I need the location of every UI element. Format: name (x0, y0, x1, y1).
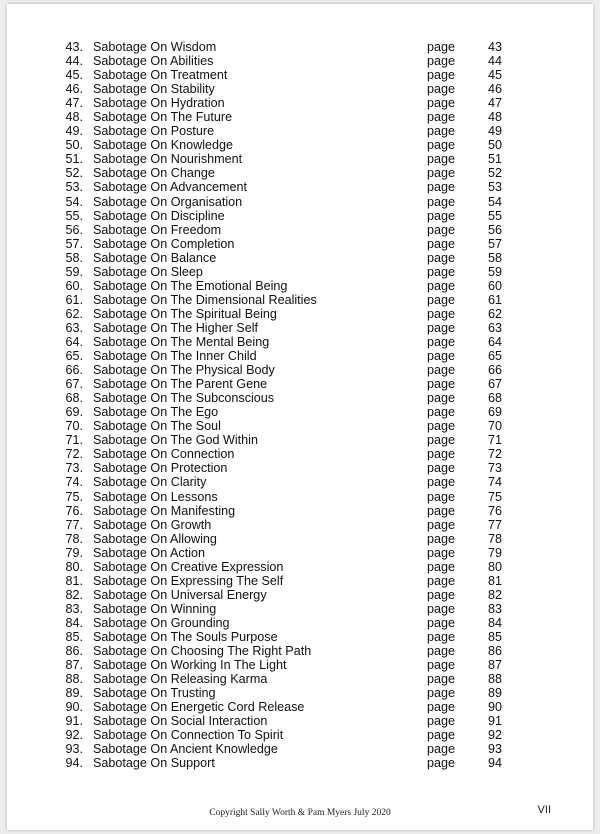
toc-entry-number: 66. (65, 363, 83, 378)
toc-entry-number: 57. (65, 236, 83, 251)
toc-entry-page-number: 92 (487, 728, 502, 743)
toc-entry-page-label: page (427, 54, 456, 69)
toc-entry-number: 45. (65, 68, 83, 83)
toc-entry-page-number: 71 (487, 433, 502, 448)
toc-entry-number: 50. (65, 138, 83, 153)
toc-entry-number: 92. (65, 728, 83, 743)
table-of-contents (7, 40, 593, 770)
toc-entry-page-number: 64 (487, 334, 502, 349)
toc-entry-title: Sabotage On Expressing The Self (93, 573, 284, 588)
toc-entry-page-number: 89 (487, 686, 502, 701)
toc-entry-number: 63. (65, 320, 83, 335)
toc-entry-title: Sabotage On Posture (93, 124, 215, 139)
toc-entry-title: Sabotage On Creative Expression (93, 559, 284, 574)
toc-entry (7, 124, 593, 138)
toc-entry-page-number: 46 (487, 82, 502, 97)
toc-entry-title: Sabotage On Abilities (93, 54, 214, 69)
toc-entry-page-number: 45 (487, 68, 502, 83)
toc-entry-page-label: page (427, 40, 456, 54)
toc-entry-page-number: 59 (487, 264, 502, 279)
toc-entry (7, 560, 593, 574)
toc-entry-number: 48. (65, 110, 83, 125)
toc-entry-page-number: 72 (487, 447, 502, 462)
toc-entry-page-label: page (427, 180, 456, 195)
toc-entry-title: Sabotage On Change (93, 166, 215, 181)
toc-entry-number: 54. (65, 194, 83, 209)
toc-entry-page-label: page (427, 82, 456, 97)
toc-entry (7, 96, 593, 110)
toc-entry-title: Sabotage On Grounding (93, 615, 230, 630)
toc-entry-title: Sabotage On Allowing (93, 531, 217, 546)
toc-entry-number: 43. (65, 40, 83, 54)
toc-entry (7, 335, 593, 349)
toc-entry-page-number: 82 (487, 587, 502, 602)
toc-entry-page-number: 54 (487, 194, 502, 209)
toc-entry-title: Sabotage On Freedom (93, 222, 222, 237)
toc-entry-page-number: 80 (487, 559, 502, 574)
toc-entry (7, 391, 593, 405)
toc-entry-page-label: page (427, 517, 456, 532)
toc-entry-title: Sabotage On Support (93, 756, 215, 771)
toc-entry-page-label: page (427, 208, 456, 223)
toc-entry-number: 84. (65, 615, 83, 630)
toc-entry-page-number: 58 (487, 250, 502, 265)
toc-entry-title: Sabotage On Completion (93, 236, 235, 251)
toc-entry (7, 433, 593, 447)
toc-entry-page-number: 84 (487, 615, 502, 630)
toc-entry (7, 138, 593, 152)
toc-entry-page-label: page (427, 124, 456, 139)
toc-entry-page-label: page (427, 714, 456, 729)
toc-entry-number: 77. (65, 517, 83, 532)
toc-entry-page-label: page (427, 615, 456, 630)
toc-entry-number: 75. (65, 489, 83, 504)
toc-entry-title: Sabotage On Knowledge (93, 138, 234, 153)
toc-entry (7, 251, 593, 265)
toc-entry-number: 74. (65, 475, 83, 490)
toc-entry-title: Sabotage On Connection (93, 447, 235, 462)
toc-entry-page-label: page (427, 222, 456, 237)
toc-entry-page-label: page (427, 559, 456, 574)
toc-entry-page-number: 66 (487, 363, 502, 378)
toc-entry-page-label: page (427, 138, 456, 153)
toc-entry-page-label: page (427, 363, 456, 378)
toc-entry (7, 68, 593, 82)
toc-entry-page-label: page (427, 728, 456, 743)
toc-entry-title: Sabotage On Action (93, 545, 206, 560)
toc-entry-page-number: 85 (487, 629, 502, 644)
toc-entry-page-number: 67 (487, 377, 502, 392)
toc-entry-title: Sabotage On Hydration (93, 96, 225, 111)
toc-entry-title: Sabotage On The Physical Body (93, 363, 275, 378)
toc-entry-number: 69. (65, 405, 83, 420)
toc-entry-title: Sabotage On Choosing The Right Path (93, 644, 312, 659)
toc-entry-page-number: 49 (487, 124, 502, 139)
toc-entry-number: 85. (65, 629, 83, 644)
toc-entry-page-label: page (427, 587, 456, 602)
toc-entry-number: 58. (65, 250, 83, 265)
toc-entry-number: 83. (65, 601, 83, 616)
toc-entry-title: Sabotage On Winning (93, 601, 217, 616)
toc-entry-title: Sabotage On Stability (93, 82, 215, 97)
toc-entry-page-label: page (427, 475, 456, 490)
toc-entry-page-number: 43 (487, 40, 502, 54)
toc-entry (7, 546, 593, 560)
toc-entry-page-number: 73 (487, 461, 502, 476)
toc-entry-page-number: 68 (487, 391, 502, 406)
toc-entry (7, 461, 593, 475)
toc-entry-number: 65. (65, 349, 83, 364)
toc-entry-page-label: page (427, 236, 456, 251)
toc-entry-page-label: page (427, 194, 456, 209)
page-number-roman: VII (537, 804, 551, 816)
toc-entry-title: Sabotage On Balance (93, 250, 217, 265)
toc-entry-number: 80. (65, 559, 83, 574)
toc-entry (7, 209, 593, 223)
toc-entry (7, 110, 593, 124)
toc-entry (7, 195, 593, 209)
toc-entry-title: Sabotage On Discipline (93, 208, 225, 223)
toc-entry-page-number: 69 (487, 405, 502, 420)
toc-entry-title: Sabotage On Nourishment (93, 152, 243, 167)
toc-entry-title: Sabotage On Wisdom (93, 40, 217, 54)
toc-entry-number: 67. (65, 377, 83, 392)
toc-entry (7, 742, 593, 756)
toc-entry (7, 152, 593, 166)
toc-entry-page-label: page (427, 658, 456, 673)
toc-entry-page-number: 57 (487, 236, 502, 251)
toc-entry-title: Sabotage On The Parent Gene (93, 377, 268, 392)
toc-entry-title: Sabotage On Universal Energy (93, 587, 267, 602)
toc-entry-page-number: 63 (487, 320, 502, 335)
toc-entry-title: Sabotage On Ancient Knowledge (93, 742, 278, 757)
toc-entry (7, 321, 593, 335)
toc-entry-page-label: page (427, 306, 456, 321)
toc-entry-page-number: 44 (487, 54, 502, 69)
toc-entry-page-label: page (427, 68, 456, 83)
toc-entry-title: Sabotage On Social Interaction (93, 714, 268, 729)
toc-entry (7, 475, 593, 489)
toc-entry-title: Sabotage On Lessons (93, 489, 218, 504)
toc-entry-number: 49. (65, 124, 83, 139)
toc-entry-page-label: page (427, 419, 456, 434)
toc-entry-number: 56. (65, 222, 83, 237)
toc-entry-page-number: 88 (487, 672, 502, 687)
toc-entry-number: 71. (65, 433, 83, 448)
toc-entry-page-label: page (427, 573, 456, 588)
toc-entry-title: Sabotage On Releasing Karma (93, 672, 268, 687)
toc-entry (7, 686, 593, 700)
toc-entry (7, 630, 593, 644)
toc-entry-page-number: 70 (487, 419, 502, 434)
toc-entry-page-number: 91 (487, 714, 502, 729)
toc-entry (7, 447, 593, 461)
toc-entry (7, 293, 593, 307)
toc-entry (7, 405, 593, 419)
toc-entry-number: 62. (65, 306, 83, 321)
toc-entry-number: 51. (65, 152, 83, 167)
toc-entry (7, 223, 593, 237)
toc-entry-page-label: page (427, 166, 456, 181)
toc-entry-title: Sabotage On The Dimensional Realities (93, 292, 317, 307)
toc-entry (7, 180, 593, 194)
toc-entry-page-label: page (427, 503, 456, 518)
toc-entry-title: Sabotage On The Subconscious (93, 391, 275, 406)
toc-entry-number: 61. (65, 292, 83, 307)
toc-entry (7, 40, 593, 54)
toc-entry-number: 90. (65, 700, 83, 715)
toc-entry-number: 55. (65, 208, 83, 223)
toc-entry-number: 76. (65, 503, 83, 518)
toc-entry-page-number: 87 (487, 658, 502, 673)
toc-entry-page-number: 74 (487, 475, 502, 490)
toc-entry-title: Sabotage On Connection To Spirit (93, 728, 284, 743)
toc-entry-number: 87. (65, 658, 83, 673)
toc-entry-number: 93. (65, 742, 83, 757)
toc-entry (7, 616, 593, 630)
toc-entry-number: 89. (65, 686, 83, 701)
toc-entry (7, 574, 593, 588)
toc-entry-page-number: 50 (487, 138, 502, 153)
toc-entry (7, 349, 593, 363)
toc-entry-page-number: 78 (487, 531, 502, 546)
toc-entry-page-number: 77 (487, 517, 502, 532)
toc-entry-page-number: 47 (487, 96, 502, 111)
toc-entry (7, 419, 593, 433)
toc-entry-page-label: page (427, 742, 456, 757)
toc-entry (7, 602, 593, 616)
toc-entry-page-number: 48 (487, 110, 502, 125)
toc-entry-number: 70. (65, 419, 83, 434)
toc-entry-number: 86. (65, 644, 83, 659)
toc-entry-page-label: page (427, 264, 456, 279)
toc-entry-page-label: page (427, 531, 456, 546)
toc-entry-page-number: 83 (487, 601, 502, 616)
toc-entry (7, 728, 593, 742)
toc-entry-page-label: page (427, 278, 456, 293)
toc-entry-number: 91. (65, 714, 83, 729)
toc-entry (7, 756, 593, 770)
toc-entry-page-label: page (427, 320, 456, 335)
toc-entry-page-label: page (427, 250, 456, 265)
toc-entry-page-number: 52 (487, 166, 502, 181)
toc-entry-page-label: page (427, 334, 456, 349)
toc-entry (7, 82, 593, 96)
toc-entry-page-number: 55 (487, 208, 502, 223)
toc-entry (7, 166, 593, 180)
toc-entry (7, 672, 593, 686)
toc-entry-title: Sabotage On Trusting (93, 686, 216, 701)
toc-entry (7, 377, 593, 391)
toc-entry-title: Sabotage On The Souls Purpose (93, 629, 278, 644)
toc-entry-title: Sabotage On The God Within (93, 433, 258, 448)
toc-entry-page-label: page (427, 292, 456, 307)
toc-entry-page-label: page (427, 152, 456, 167)
toc-entry-title: Sabotage On Sleep (93, 264, 203, 279)
toc-entry (7, 700, 593, 714)
toc-entry-title: Sabotage On The Spiritual Being (93, 306, 277, 321)
toc-entry (7, 588, 593, 602)
toc-entry-page-number: 62 (487, 306, 502, 321)
toc-entry-title: Sabotage On The Ego (93, 405, 219, 420)
toc-entry-title: Sabotage On Growth (93, 517, 212, 532)
toc-entry-title: Sabotage On Protection (93, 461, 228, 476)
toc-entry-title: Sabotage On Treatment (93, 68, 228, 83)
toc-entry (7, 504, 593, 518)
toc-entry (7, 518, 593, 532)
toc-entry-page-number: 65 (487, 349, 502, 364)
toc-entry-page-label: page (427, 545, 456, 560)
toc-entry-page-number: 76 (487, 503, 502, 518)
toc-entry-page-label: page (427, 447, 456, 462)
toc-entry-title: Sabotage On The Emotional Being (93, 278, 288, 293)
toc-entry-page-number: 93 (487, 742, 502, 757)
toc-entry-number: 44. (65, 54, 83, 69)
toc-entry (7, 714, 593, 728)
toc-entry-page-number: 81 (487, 573, 502, 588)
toc-entry-title: Sabotage On Energetic Cord Release (93, 700, 305, 715)
toc-entry (7, 658, 593, 672)
toc-entry-number: 46. (65, 82, 83, 97)
toc-entry-page-number: 56 (487, 222, 502, 237)
toc-entry-page-label: page (427, 349, 456, 364)
toc-entry-number: 68. (65, 391, 83, 406)
copyright-footer: Copyright Sally Worth & Pam Myers July 2020 (209, 808, 391, 818)
toc-entry-number: 60. (65, 278, 83, 293)
toc-entry-title: Sabotage On The Inner Child (93, 349, 257, 364)
toc-entry-title: Sabotage On The Mental Being (93, 334, 270, 349)
toc-entry-number: 81. (65, 573, 83, 588)
toc-entry-page-label: page (427, 756, 456, 771)
toc-entry (7, 279, 593, 293)
toc-entry-page-number: 75 (487, 489, 502, 504)
toc-entry-number: 94. (65, 756, 83, 771)
toc-entry-page-label: page (427, 601, 456, 616)
toc-entry (7, 54, 593, 68)
toc-entry-page-label: page (427, 391, 456, 406)
toc-entry-number: 82. (65, 587, 83, 602)
toc-entry (7, 490, 593, 504)
toc-entry (7, 363, 593, 377)
toc-entry-page-number: 60 (487, 278, 502, 293)
toc-entry (7, 307, 593, 321)
toc-entry-page-label: page (427, 700, 456, 715)
toc-entry-page-number: 79 (487, 545, 502, 560)
toc-entry-title: Sabotage On Advancement (93, 180, 248, 195)
toc-entry-number: 79. (65, 545, 83, 560)
toc-entry (7, 644, 593, 658)
toc-entry-page-label: page (427, 96, 456, 111)
toc-entry-number: 88. (65, 672, 83, 687)
toc-entry-page-label: page (427, 377, 456, 392)
toc-entry-number: 59. (65, 264, 83, 279)
toc-entry-page-label: page (427, 672, 456, 687)
toc-entry-number: 73. (65, 461, 83, 476)
toc-entry-title: Sabotage On Organisation (93, 194, 243, 209)
toc-entry-title: Sabotage On The Future (93, 110, 233, 125)
toc-entry-page-number: 90 (487, 700, 502, 715)
toc-entry-page-label: page (427, 433, 456, 448)
document-page (7, 4, 593, 830)
toc-entry-number: 53. (65, 180, 83, 195)
toc-entry-page-label: page (427, 405, 456, 420)
toc-entry-page-label: page (427, 686, 456, 701)
toc-entry-page-label: page (427, 629, 456, 644)
toc-entry-page-label: page (427, 461, 456, 476)
toc-entry-number: 64. (65, 334, 83, 349)
toc-entry-page-number: 94 (487, 756, 502, 771)
toc-entry-title: Sabotage On Manifesting (93, 503, 236, 518)
toc-entry-title: Sabotage On Clarity (93, 475, 207, 490)
toc-entry-page-number: 51 (487, 152, 502, 167)
toc-entry-page-label: page (427, 644, 456, 659)
toc-entry-title: Sabotage On Working In The Light (93, 658, 287, 673)
toc-entry-page-label: page (427, 489, 456, 504)
toc-entry-number: 52. (65, 166, 83, 181)
toc-entry-title: Sabotage On The Higher Self (93, 320, 258, 335)
toc-entry-number: 47. (65, 96, 83, 111)
toc-entry (7, 532, 593, 546)
toc-entry-title: Sabotage On The Soul (93, 419, 221, 434)
toc-entry-page-number: 53 (487, 180, 502, 195)
toc-entry (7, 265, 593, 279)
toc-entry (7, 237, 593, 251)
toc-entry-page-number: 61 (487, 292, 502, 307)
toc-entry-number: 72. (65, 447, 83, 462)
toc-entry-page-label: page (427, 110, 456, 125)
toc-entry-page-number: 86 (487, 644, 502, 659)
toc-entry-number: 78. (65, 531, 83, 546)
